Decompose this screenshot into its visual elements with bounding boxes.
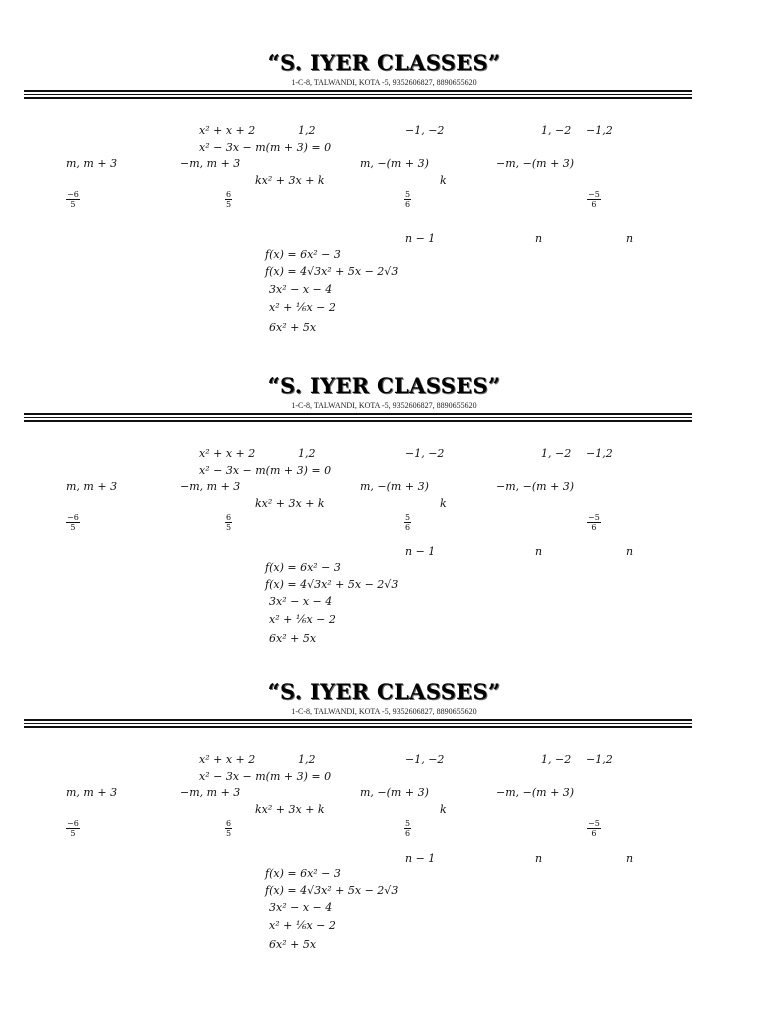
q3-polynomial: kx² + 3x + k	[255, 803, 325, 816]
worksheet-block-3	[0, 679, 768, 986]
q5-function-5: 6x² + 5x	[269, 632, 317, 645]
q5-function-3: 3x² − x − 4	[269, 901, 333, 914]
q3-variable: k	[440, 803, 447, 816]
header-rule-top	[24, 719, 692, 721]
q2-option-b: −m, m + 3	[180, 786, 241, 799]
q1-option-d: −1,2	[586, 124, 613, 137]
q3-option-c	[404, 190, 411, 209]
q2-equation: x² − 3x − m(m + 3) = 0	[199, 141, 332, 154]
q2-equation: x² − 3x − m(m + 3) = 0	[199, 464, 332, 477]
q3-option-b-denominator: 5	[226, 200, 232, 209]
q3-option-c-denominator: 6	[405, 523, 411, 532]
header-rule-mid	[24, 417, 692, 418]
q3-option-b	[225, 513, 232, 532]
q2-option-b: −m, m + 3	[180, 157, 241, 170]
header-rule-top	[24, 90, 692, 92]
q3-option-a	[66, 513, 80, 532]
q3-option-b-numerator: 6	[226, 513, 232, 522]
q3-variable: k	[440, 174, 447, 187]
q3-option-d-numerator: −5	[588, 190, 600, 199]
q3-option-b	[225, 190, 232, 209]
q3-option-a-numerator: −6	[67, 190, 79, 199]
q5-function-4: x² + ⅙x − 2	[269, 919, 336, 932]
q4-option-c: n	[626, 232, 634, 245]
q5-function-2: f(x) = 4√3x² + 5x − 2√3	[265, 884, 399, 897]
q4-option-c: n	[626, 545, 634, 558]
q4-option-b: n	[535, 852, 543, 865]
q3-option-d-numerator: −5	[588, 819, 600, 828]
q3-option-d	[587, 513, 601, 532]
q4-option-a: n − 1	[405, 852, 436, 865]
q1-polynomial: x² + x + 2	[199, 447, 256, 460]
q5-function-1: f(x) = 6x² − 3	[265, 867, 341, 880]
page-title: “S. IYER CLASSES”	[267, 679, 501, 704]
q3-option-d	[587, 190, 601, 209]
q3-option-b-numerator: 6	[226, 819, 232, 828]
q3-option-c-numerator: 5	[405, 819, 411, 828]
q3-polynomial: kx² + 3x + k	[255, 497, 325, 510]
q2-option-a: m, m + 3	[66, 786, 118, 799]
q4-option-b: n	[535, 232, 543, 245]
q3-option-c-numerator: 5	[405, 190, 411, 199]
q1-option-c: 1, −2	[541, 124, 572, 137]
q1-option-d: −1,2	[586, 447, 613, 460]
q3-option-a	[66, 819, 80, 838]
q3-option-c	[404, 513, 411, 532]
q4-option-b: n	[535, 545, 543, 558]
q4-option-a: n − 1	[405, 232, 436, 245]
header-rule-mid	[24, 723, 692, 724]
q1-polynomial: x² + x + 2	[199, 753, 256, 766]
q1-option-b: −1, −2	[405, 753, 445, 766]
q4-option-a: n − 1	[405, 545, 436, 558]
q3-option-d-numerator: −5	[588, 513, 600, 522]
q3-option-c-numerator: 5	[405, 513, 411, 522]
q5-function-5: 6x² + 5x	[269, 938, 317, 951]
header-rule-bottom	[24, 97, 692, 99]
q2-option-c: m, −(m + 3)	[360, 480, 429, 493]
q3-option-a-denominator: 5	[70, 829, 76, 838]
q2-option-d: −m, −(m + 3)	[496, 157, 575, 170]
q1-option-a: 1,2	[298, 124, 316, 137]
q5-function-4: x² + ⅙x − 2	[269, 301, 336, 314]
q2-option-a: m, m + 3	[66, 157, 118, 170]
q5-function-5: 6x² + 5x	[269, 321, 317, 334]
q3-option-a-denominator: 5	[70, 200, 76, 209]
q1-option-b: −1, −2	[405, 124, 445, 137]
worksheet-block-2	[0, 373, 768, 680]
q2-equation: x² − 3x − m(m + 3) = 0	[199, 770, 332, 783]
q4-option-c: n	[626, 852, 634, 865]
q3-option-d-denominator: 6	[591, 200, 597, 209]
q3-option-d	[587, 819, 601, 838]
page-title: “S. IYER CLASSES”	[267, 50, 501, 75]
q3-option-a-denominator: 5	[70, 523, 76, 532]
q2-option-c: m, −(m + 3)	[360, 157, 429, 170]
q3-option-b-denominator: 5	[226, 829, 232, 838]
q3-polynomial: kx² + 3x + k	[255, 174, 325, 187]
q3-option-a-numerator: −6	[67, 819, 79, 828]
q3-option-d-denominator: 6	[591, 829, 597, 838]
q2-option-d: −m, −(m + 3)	[496, 786, 575, 799]
q5-function-3: 3x² − x − 4	[269, 283, 333, 296]
address-line: 1-C-8, TALWANDI, KOTA -5, 9352606827, 8890655620	[291, 707, 477, 716]
q2-option-d: −m, −(m + 3)	[496, 480, 575, 493]
q1-polynomial: x² + x + 2	[199, 124, 256, 137]
q1-option-a: 1,2	[298, 447, 316, 460]
q5-function-3: 3x² − x − 4	[269, 595, 333, 608]
q3-option-b-numerator: 6	[226, 190, 232, 199]
q1-option-c: 1, −2	[541, 447, 572, 460]
q3-option-a-numerator: −6	[67, 513, 79, 522]
q3-variable: k	[440, 497, 447, 510]
q1-option-a: 1,2	[298, 753, 316, 766]
q3-option-b	[225, 819, 232, 838]
q2-option-c: m, −(m + 3)	[360, 786, 429, 799]
q2-option-a: m, m + 3	[66, 480, 118, 493]
header-rule-bottom	[24, 420, 692, 422]
q3-option-d-denominator: 6	[591, 523, 597, 532]
q3-option-c	[404, 819, 411, 838]
q1-option-b: −1, −2	[405, 447, 445, 460]
q3-option-a	[66, 190, 80, 209]
q5-function-1: f(x) = 6x² − 3	[265, 561, 341, 574]
q3-option-c-denominator: 6	[405, 200, 411, 209]
q3-option-b-denominator: 5	[226, 523, 232, 532]
q5-function-2: f(x) = 4√3x² + 5x − 2√3	[265, 265, 399, 278]
q2-option-b: −m, m + 3	[180, 480, 241, 493]
worksheet-block-1	[0, 50, 768, 357]
q5-function-4: x² + ⅙x − 2	[269, 613, 336, 626]
header-rule-top	[24, 413, 692, 415]
q1-option-c: 1, −2	[541, 753, 572, 766]
address-line: 1-C-8, TALWANDI, KOTA -5, 9352606827, 8890655620	[291, 401, 477, 410]
q3-option-c-denominator: 6	[405, 829, 411, 838]
q5-function-1: f(x) = 6x² − 3	[265, 248, 341, 261]
address-line: 1-C-8, TALWANDI, KOTA -5, 9352606827, 8890655620	[291, 78, 477, 87]
q1-option-d: −1,2	[586, 753, 613, 766]
q5-function-2: f(x) = 4√3x² + 5x − 2√3	[265, 578, 399, 591]
header-rule-bottom	[24, 726, 692, 728]
header-rule-mid	[24, 94, 692, 95]
page-title: “S. IYER CLASSES”	[267, 373, 501, 398]
